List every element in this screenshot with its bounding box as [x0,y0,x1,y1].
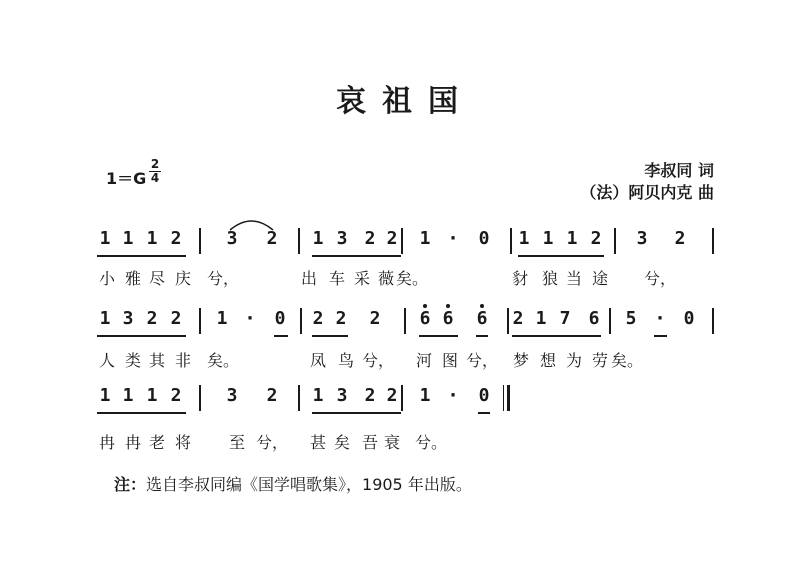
lyric-syllable: 人 [98,351,116,370]
lyric-syllable: 兮， [361,351,395,370]
lyricist-credit: 李叔同 词 [644,161,714,180]
note: 6 [442,308,454,329]
note: 3 [226,228,238,249]
note: 1 [216,308,228,329]
note: 1 [535,308,547,329]
lyric-syllable: 冉 [124,433,142,452]
note: 0 [478,228,490,249]
song-title: 哀祖国 [336,84,474,119]
lyric-syllable: 矣 [333,433,351,452]
lyric-syllable: 将 [174,433,192,452]
lyric-syllable: 矣。 [395,269,429,288]
note: 1 [312,228,324,249]
note: 2 [386,385,398,406]
lyric-syllable: 小 [98,269,116,288]
note: 1 [99,385,111,406]
note: 6 [476,308,488,329]
note: 3 [226,385,238,406]
note: 2 [512,308,524,329]
lyric-syllable: 为 [565,351,583,370]
lyric-syllable: 当 [565,269,583,288]
lyric-syllable: 矣。 [206,351,240,370]
bar-line [712,228,714,254]
note: 0 [274,308,286,329]
eighth-note-underline [654,335,667,337]
bar-line [300,308,302,334]
note: 2 [312,308,324,329]
note: 2 [266,228,278,249]
note: 1 [122,385,134,406]
bar-line [298,385,300,411]
octave-dot [423,304,427,308]
note: 1 [312,385,324,406]
lyric-syllable: 庆 [174,269,192,288]
tie-arc [228,216,275,232]
octave-dot [480,304,484,308]
lyric-syllable: 梦 [512,351,530,370]
lyric-syllable: 豺 [511,269,529,288]
bar-line [712,308,714,334]
duration-dot: · [449,385,457,406]
note: 6 [419,308,431,329]
footnote [114,472,472,495]
note: 2 [266,385,278,406]
lyric-syllable: 其 [148,351,166,370]
note: 2 [146,308,158,329]
lyric-syllable: 河 [415,351,433,370]
note: 3 [636,228,648,249]
bar-line [199,228,201,254]
note: 7 [559,308,571,329]
eighth-note-underline [419,335,458,337]
duration-dot: · [656,308,664,329]
note: 6 [588,308,600,329]
note: 2 [364,228,376,249]
duration-dot: · [246,308,254,329]
lyric-syllable: 车 [328,269,346,288]
lyric-syllable: 兮。 [414,433,448,452]
eighth-note-underline [312,255,401,257]
time-signature [148,158,162,185]
note: 0 [478,385,490,406]
lyric-syllable: 途 [591,269,609,288]
lyric-syllable: 吾 [361,433,379,452]
eighth-note-underline [312,412,401,414]
lyric-syllable: 至 [228,433,246,452]
octave-dot [446,304,450,308]
lyric-syllable: 衰 [383,433,401,452]
eighth-note-underline [512,335,601,337]
note: 2 [335,308,347,329]
time-signature-top: 2 [150,157,160,171]
final-bar-thin [503,385,504,411]
lyric-syllable: 甚 [309,433,327,452]
note: 5 [625,308,637,329]
note: 2 [674,228,686,249]
lyric-syllable: 出 [300,269,318,288]
note: 2 [170,228,182,249]
key-signature: 1＝G [106,169,147,188]
bar-line [401,385,403,411]
lyric-syllable: 图 [441,351,459,370]
lyric-syllable: 兮， [643,269,677,288]
lyric-syllable: 兮， [465,351,499,370]
eighth-note-underline [97,255,186,257]
note: 1 [419,228,431,249]
lyric-syllable: 采 [353,269,371,288]
lyric-syllable: 狼 [541,269,559,288]
note: 2 [386,228,398,249]
note: 2 [369,308,381,329]
bar-line [507,308,509,334]
note: 2 [170,385,182,406]
composer-credit: （法）阿贝内克 曲 [580,183,714,202]
note: 2 [590,228,602,249]
eighth-note-underline [97,412,186,414]
note: 2 [170,308,182,329]
lyric-syllable: 雅 [124,269,142,288]
note: 1 [122,228,134,249]
lyric-syllable: 冉 [98,433,116,452]
eighth-note-underline [97,335,186,337]
lyric-syllable: 凤 [309,351,327,370]
eighth-note-underline [274,335,288,337]
lyric-syllable: 想 [539,351,557,370]
note: 3 [336,385,348,406]
footnote-label: 注： [114,475,147,494]
note: 1 [566,228,578,249]
note: 0 [683,308,695,329]
lyric-syllable: 劳 [591,351,609,370]
eighth-note-underline [312,335,348,337]
note: 2 [364,385,376,406]
lyric-syllable: 薇 [377,269,395,288]
note: 1 [419,385,431,406]
lyric-syllable: 兮， [255,433,289,452]
final-bar-thick [507,385,510,411]
note: 1 [99,228,111,249]
note: 3 [336,228,348,249]
bar-line [199,308,201,334]
bar-line [614,228,616,254]
note: 1 [542,228,554,249]
note: 1 [146,228,158,249]
bar-line [609,308,611,334]
bar-line [401,228,403,254]
eighth-note-underline [476,335,488,337]
time-signature-bottom: 4 [150,171,160,185]
lyric-syllable: 兮， [206,269,240,288]
note: 3 [122,308,134,329]
lyric-syllable: 非 [174,351,192,370]
bar-line [199,385,201,411]
lyric-syllable: 鸟 [337,351,355,370]
bar-line [404,308,406,334]
lyric-syllable: 老 [148,433,166,452]
bar-line [510,228,512,254]
note: 1 [99,308,111,329]
lyric-syllable: 尽 [148,269,166,288]
note: 1 [146,385,158,406]
lyric-syllable: 类 [124,351,142,370]
duration-dot: · [449,228,457,249]
lyric-syllable: 矣。 [610,351,644,370]
bar-line [298,228,300,254]
footnote-text: 选自李叔同编《国学唱歌集》，1905 年出版。 [146,475,472,494]
eighth-note-underline [518,255,604,257]
eighth-note-underline [478,412,490,414]
note: 1 [518,228,530,249]
